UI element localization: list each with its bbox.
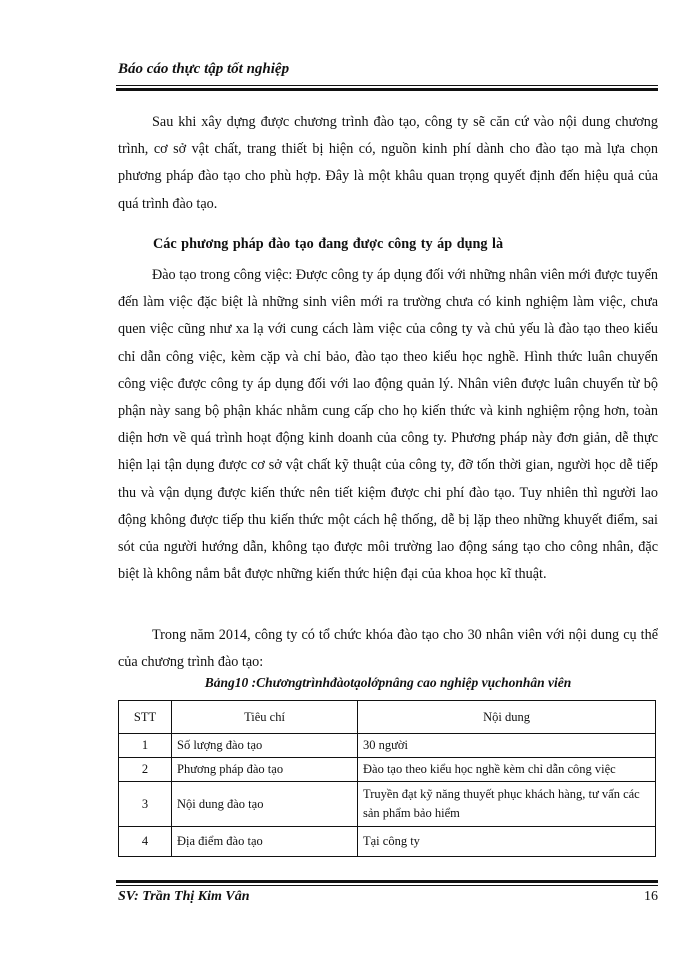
table-row <box>119 758 656 782</box>
column-header-stt: STT <box>119 701 172 734</box>
cell-stt: 3 <box>119 782 172 827</box>
cell-stt: 1 <box>119 734 172 758</box>
table-row <box>119 782 656 827</box>
cell-criterion: Phương pháp đào tạo <box>172 758 358 782</box>
section-heading: Các phương pháp đào tạo đang được công ty áp dụng là <box>153 236 504 252</box>
footer-rule-thick <box>116 880 658 883</box>
page-number: 16 <box>644 889 658 904</box>
cell-content: 30 người <box>358 734 656 758</box>
cell-stt: 4 <box>119 827 172 857</box>
table-header-row <box>119 701 656 734</box>
cell-criterion: Nội dung đào tạo <box>172 782 358 827</box>
column-header-criterion: Tiêu chí <box>172 701 358 734</box>
cell-content: Truyền đạt kỹ năng thuyết phục khách hàng, tư vấn các sản phẩm bảo hiểm <box>358 782 656 827</box>
header-rule-thin <box>116 85 658 86</box>
paragraph-2014-course: Trong năm 2014, công ty có tổ chức khóa đào tạo cho 30 nhân viên với nội dung cụ thể của chương trình đào tạo: <box>118 627 658 671</box>
footer-author: SV: Trần Thị Kim Vân <box>118 889 250 904</box>
column-header-content: Nội dung <box>358 701 656 734</box>
cell-stt: 2 <box>119 758 172 782</box>
table-row <box>119 734 656 758</box>
cell-criterion: Số lượng đào tạo <box>172 734 358 758</box>
running-header: Báo cáo thực tập tốt nghiệp <box>118 61 290 77</box>
header-rule-thick <box>116 88 658 91</box>
cell-criterion: Địa điểm đào tạo <box>172 827 358 857</box>
cell-content: Đào tạo theo kiểu học nghề kèm chỉ dẫn công việc <box>358 758 656 782</box>
paragraph-on-job-training: Đào tạo trong công việc: Được công ty áp dụng đối với những nhân viên mới được tuyển đến làm việc đặc biệt là những sinh viên mới ra trường chưa có kinh nghiệm làm việc, chưa quen việc cũng như xa lạ với cung cách làm việc của công ty và chủ yếu là đào tạo theo kiểu chỉ dẫn công việc, kèm cặp và chỉ bảo, đào tạo theo kiểu học nghề. Hình thức luân chuyển công việc được công ty áp dụng đối với lao động quản lý. Nhân viên được luân chuyển từ bộ phận này sang bộ phận khác nhằm cung cấp cho họ kiến thức và kinh nghiệm rộng hơn, toàn diện hơn về quá trình hoạt động kinh doanh của công ty. Phương pháp này đơn giản, dễ thực hiện lại tận dụng được cơ sở vật chất kỹ thuật của công ty, đỡ tốn thời gian, người học dễ tiếp thu và vận dụng được kiến thức nên tiết kiệm được chi phí đào tạo. Tuy nhiên thì người lao động không được tiếp thu kiến thức một cách hệ thống, dễ bị lặp theo những khuyết điểm, sai sót của người hướng dẫn, không tạo được môi trường lao động sáng tạo cho công nhân, đặc biệt là không nắm bắt được những kiến thức hiện đại của khoa học kĩ thuật. <box>118 267 658 583</box>
cell-content: Tại công ty <box>358 827 656 857</box>
table-row <box>119 827 656 857</box>
footer-rule-thin <box>116 885 658 886</box>
training-program-table <box>118 700 656 857</box>
paragraph-intro: Sau khi xây dựng được chương trình đào tạo, công ty sẽ căn cứ vào nội dung chương trình, cơ sở vật chất, trang thiết bị hiện có, nguồn kinh phí dành cho đào tạo mà lựa chọn phương pháp đào tạo cho phù hợp. Đây là một khâu quan trọng quyết định đến hiệu quả của quá trình đào tạo. <box>118 114 658 212</box>
table-caption: Bảng10 :Chươngtrìnhđàotạolớpnâng cao nghiệp vụchonhân viên <box>204 675 572 690</box>
